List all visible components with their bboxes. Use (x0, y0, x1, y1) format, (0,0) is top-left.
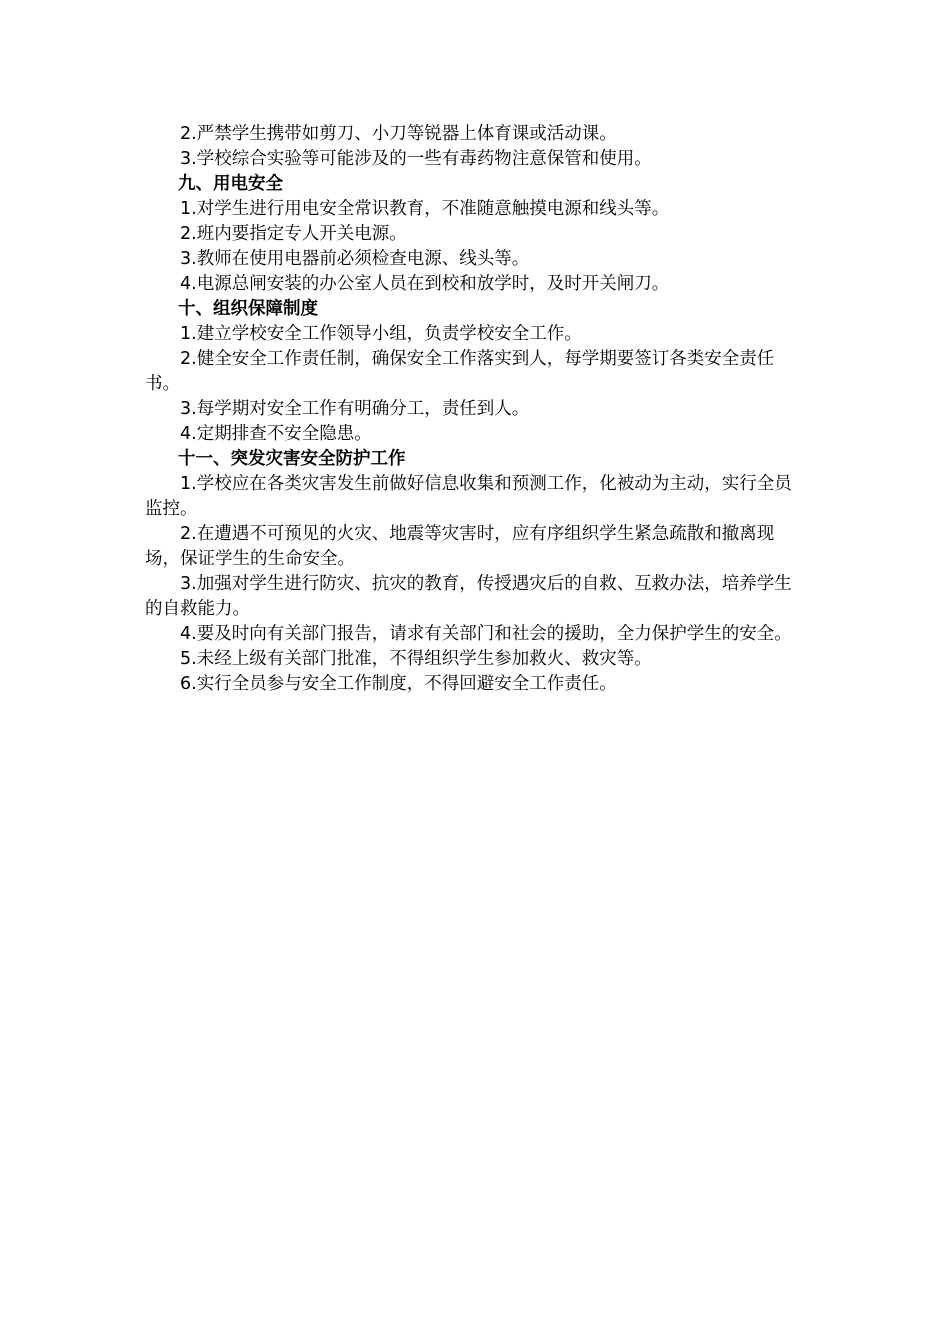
list-item: 2.健全安全工作责任制，确保安全工作落实到人，每学期要签订各类安全责任书。 (145, 349, 775, 394)
list-item: 5.未经上级有关部门批准，不得组织学生参加救火、救灾等。 (180, 649, 652, 669)
list-item: 4.定期排查不安全隐患。 (180, 424, 372, 444)
document-page (145, 122, 807, 697)
list-item: 1.对学生进行用电安全常识教育，不准随意触摸电源和线头等。 (180, 199, 670, 219)
section-heading-electric-safety: 九、用电安全 (178, 174, 283, 194)
intro-item: 3.学校综合实验等可能涉及的一些有毒药物注意保管和使用。 (180, 149, 652, 169)
list-item: 2.班内要指定专人开关电源。 (180, 224, 407, 244)
intro-item: 2.严禁学生携带如剪刀、小刀等锐器上体育课或活动课。 (180, 124, 617, 144)
section-heading-disaster: 十一、突发灾害安全防护工作 (178, 449, 406, 469)
list-item: 4.电源总闸安装的办公室人员在到校和放学时，及时开关闸刀。 (180, 274, 670, 294)
list-item: 4.要及时向有关部门报告，请求有关部门和社会的援助，全力保护学生的安全。 (180, 624, 792, 644)
list-item: 3.加强对学生进行防灾、抗灾的教育，传授遇灾后的自救、互救办法，培养学生的自救能力。 (145, 574, 792, 619)
list-item: 2.在遭遇不可预见的火灾、地震等灾害时，应有序组织学生紧急疏散和撤离现场，保证学生的生命安全。 (145, 524, 775, 569)
section-heading-organization: 十、组织保障制度 (178, 299, 318, 319)
list-item: 1.学校应在各类灾害发生前做好信息收集和预测工作，化被动为主动，实行全员监控。 (145, 474, 792, 519)
list-item: 3.教师在使用电器前必须检查电源、线头等。 (180, 249, 530, 269)
list-item: 1.建立学校安全工作领导小组，负责学校安全工作。 (180, 324, 582, 344)
list-item: 6.实行全员参与安全工作制度，不得回避安全工作责任。 (180, 674, 617, 694)
list-item: 3.每学期对安全工作有明确分工，责任到人。 (180, 399, 530, 419)
